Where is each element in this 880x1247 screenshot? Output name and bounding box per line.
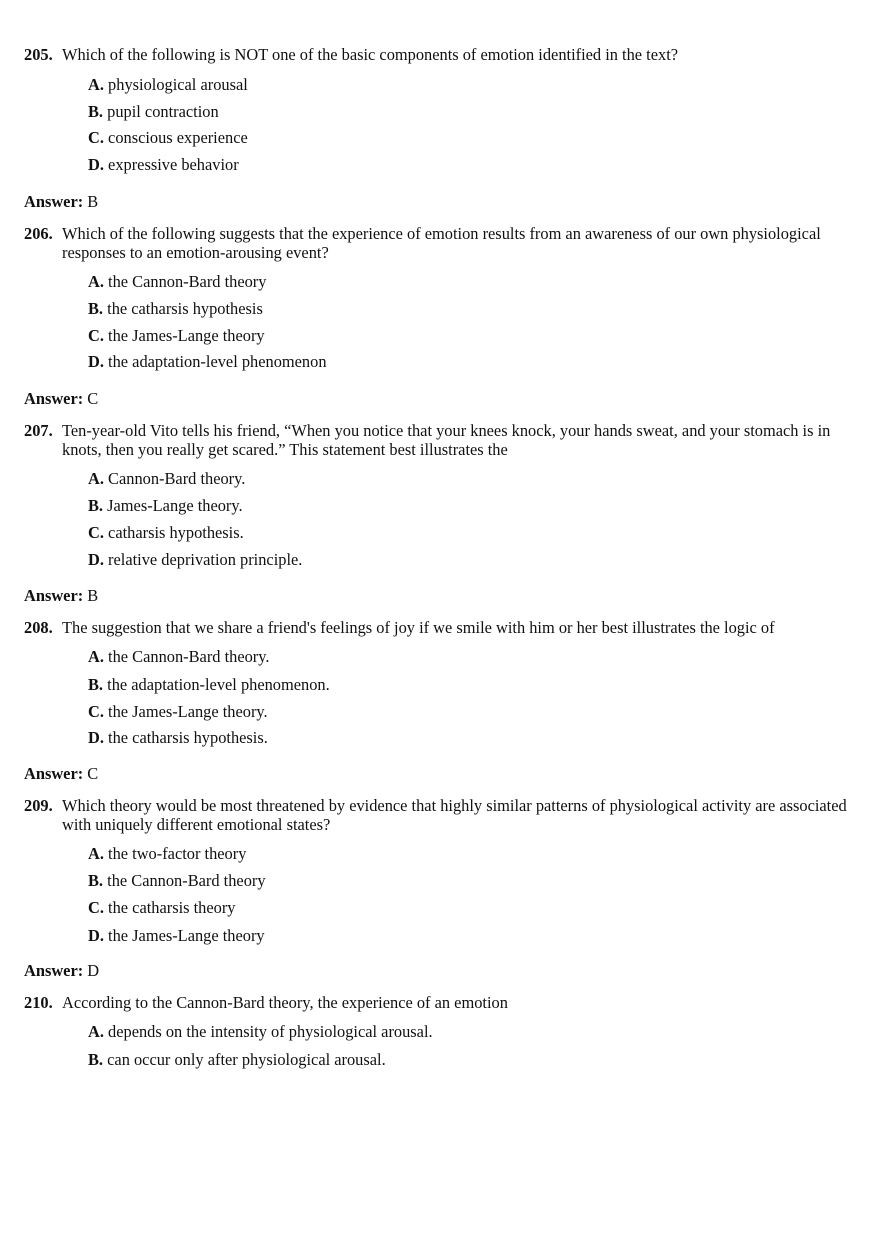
question-207 (24, 421, 860, 459)
option-b (88, 496, 243, 515)
answer-207 (24, 586, 98, 605)
option-letter: A. (88, 75, 104, 94)
option-text: can occur only after physiological arousal. (107, 1050, 386, 1069)
option-text: the catharsis theory (108, 898, 236, 917)
option-text: the James-Lange theory (108, 326, 265, 345)
option-letter: B. (88, 299, 104, 318)
option-letter: A. (88, 844, 104, 863)
option-text: pupil contraction (107, 102, 219, 121)
answer-label: Answer: (24, 961, 84, 980)
option-a (88, 272, 266, 291)
option-text: the catharsis hypothesis. (108, 728, 268, 747)
option-letter: D. (88, 926, 104, 945)
option-d (88, 926, 265, 945)
option-letter: B. (88, 871, 104, 890)
question-205 (24, 45, 860, 64)
option-letter: A. (88, 469, 104, 488)
option-b (88, 299, 263, 318)
option-d (88, 728, 268, 747)
answer-value: B (87, 586, 99, 605)
question-number: 209. (24, 796, 53, 815)
question-208 (24, 618, 860, 637)
answer-label: Answer: (24, 764, 84, 783)
option-d (88, 352, 327, 371)
option-text: the catharsis hypothesis (107, 299, 263, 318)
option-c (88, 898, 235, 917)
option-b (88, 675, 330, 694)
option-letter: A. (88, 1022, 104, 1041)
option-a (88, 844, 246, 863)
option-text: the James-Lange theory. (108, 702, 268, 721)
option-text: James-Lange theory. (107, 496, 243, 515)
option-b (88, 102, 219, 121)
answer-205 (24, 192, 98, 211)
option-letter: B. (88, 496, 104, 515)
option-c (88, 326, 265, 345)
question-text: According to the Cannon-Bard theory, the experience of an emotion (62, 993, 508, 1012)
option-text: conscious experience (108, 128, 248, 147)
question-text: Which theory would be most threatened by evidence that highly similar patterns of physiological activity are associated with uniquely different emotional states? (62, 796, 847, 834)
option-text: the James-Lange theory (108, 926, 265, 945)
option-text: the adaptation-level phenomenon (108, 352, 327, 371)
question-text: The suggestion that we share a friend's feelings of joy if we smile with him or her best illustrates the logic of (62, 618, 775, 637)
question-number: 208. (24, 618, 53, 637)
answer-value: C (87, 389, 99, 408)
question-209 (24, 796, 860, 834)
option-letter: A. (88, 272, 104, 291)
option-text: expressive behavior (108, 155, 239, 174)
question-text: Which of the following suggests that the experience of emotion results from an awareness of our own physiological responses to an emotion-arousing event? (62, 224, 821, 262)
question-number: 207. (24, 421, 53, 440)
question-text: Which of the following is NOT one of the basic components of emotion identified in the text? (62, 45, 679, 64)
option-text: the adaptation-level phenomenon. (107, 675, 330, 694)
option-letter: B. (88, 102, 104, 121)
option-letter: D. (88, 352, 104, 371)
option-letter: C. (88, 523, 104, 542)
option-letter: B. (88, 675, 104, 694)
option-letter: C. (88, 898, 104, 917)
option-d (88, 550, 302, 569)
answer-value: C (87, 764, 99, 783)
option-text: Cannon-Bard theory. (108, 469, 246, 488)
option-text: the Cannon-Bard theory (108, 272, 267, 291)
answer-label: Answer: (24, 389, 84, 408)
answer-label: Answer: (24, 586, 84, 605)
option-letter: D. (88, 550, 104, 569)
option-b (88, 1050, 386, 1069)
option-a (88, 469, 245, 488)
answer-208 (24, 764, 98, 783)
question-text: Ten-year-old Vito tells his friend, “When you notice that your knees knock, your hands sweat, and your stomach is in knots, then you really get scared.” This statement best illustrates the (62, 421, 831, 459)
option-c (88, 523, 244, 542)
option-a (88, 1022, 433, 1041)
option-c (88, 128, 248, 147)
option-text: depends on the intensity of physiological arousal. (108, 1022, 433, 1041)
option-d (88, 155, 239, 174)
option-text: relative deprivation principle. (108, 550, 303, 569)
option-c (88, 702, 268, 721)
answer-value: B (87, 192, 99, 211)
question-number: 210. (24, 993, 53, 1012)
question-206 (24, 224, 860, 262)
option-text: physiological arousal (108, 75, 248, 94)
option-letter: C. (88, 128, 104, 147)
question-number: 206. (24, 224, 53, 243)
option-letter: B. (88, 1050, 104, 1069)
question-number: 205. (24, 45, 53, 64)
answer-label: Answer: (24, 192, 84, 211)
answer-value: D (87, 961, 100, 980)
option-letter: C. (88, 326, 104, 345)
answer-206 (24, 389, 98, 408)
option-a (88, 647, 269, 666)
option-text: catharsis hypothesis. (108, 523, 244, 542)
option-letter: A. (88, 647, 104, 666)
answer-209 (24, 961, 99, 980)
option-text: the Cannon-Bard theory. (108, 647, 270, 666)
option-letter: D. (88, 155, 104, 174)
option-text: the two-factor theory (108, 844, 247, 863)
option-letter: D. (88, 728, 104, 747)
option-letter: C. (88, 702, 104, 721)
option-text: the Cannon-Bard theory (107, 871, 266, 890)
question-210 (24, 993, 860, 1012)
option-a (88, 75, 248, 94)
option-b (88, 871, 266, 890)
